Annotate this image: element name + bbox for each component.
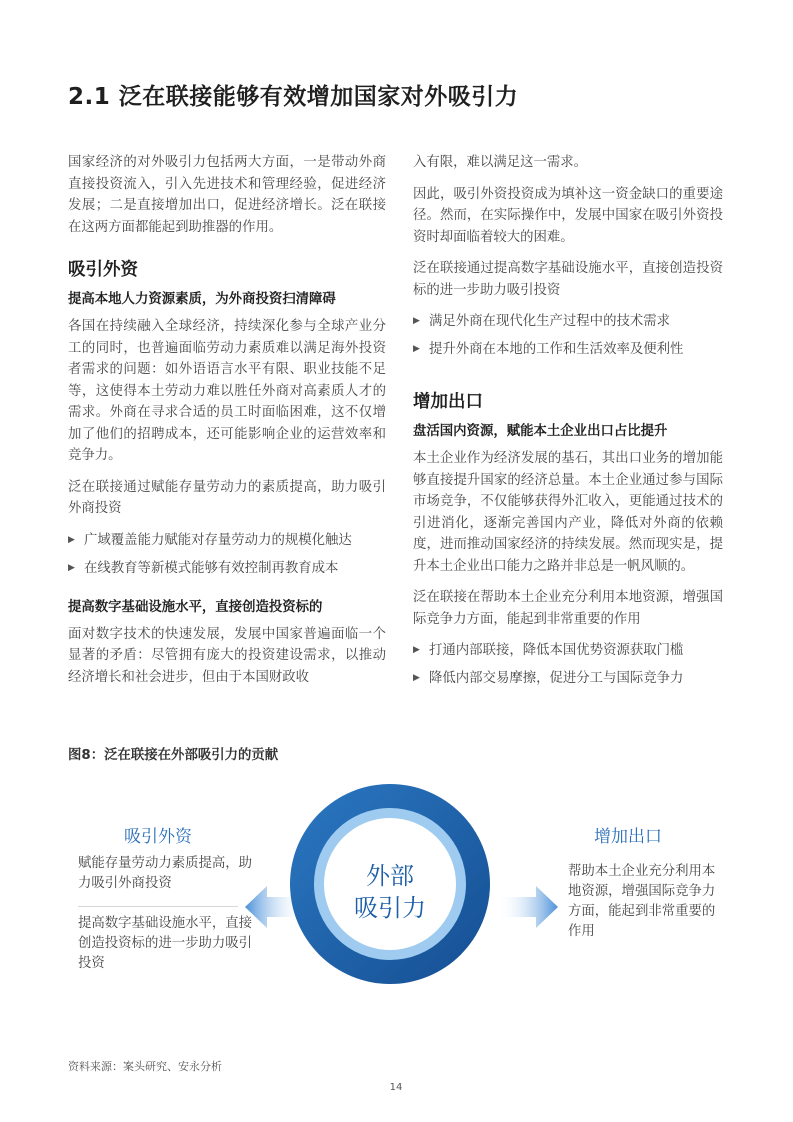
paragraph: 因此，吸引外资投资成为填补这一资金缺口的重要途径。然而，在实际操作中，发展中国家在吸引外资投资时却面临着较大的困难。 [413,186,723,245]
center-label-line1: 外部 [366,862,414,890]
figure-caption: 图8：泛在联接在外部吸引力的贡献 [68,748,279,763]
paragraph: 泛在联接通过提高数字基础设施水平，直接创造投资标的进一步助力吸引投资 [413,261,723,298]
bullet-text: 提升外商在本地的工作和生活效率及便利性 [429,342,684,357]
right-arrow-icon [498,882,558,932]
section-heading-attract-investment: 吸引外资 [68,260,138,280]
paragraph: 各国在持续融入全球经济，持续深化参与全球产业分工的同时，也普遍面临劳动力素质难以满足海外投资者需求的问题：如外语语言水平有限、职业技能不足等，这使得本土劳动力难以胜任外商对高素质人才的需求。外商在寻求合适的员工时面临困难，这不仅增加了他们的招聘成本，还可能影响企业的运营效率和竞争力。 [68,319,386,463]
subheading-digital-infrastructure: 提高数字基础设施水平，直接创造投资标的 [68,599,323,615]
bullet-item [413,311,723,332]
divider [78,906,238,907]
bullet-item [413,339,723,360]
right-text-1: 帮助本土企业充分利用本地资源，增强国际竞争力方面，能起到非常重要的作用 [568,864,716,939]
triangle-bullet-icon: ▶ [413,673,420,683]
bullet-item [68,558,386,579]
triangle-bullet-icon: ▶ [413,645,420,655]
left-column [68,152,386,698]
bullet-text: 满足外商在现代化生产过程中的技术需求 [429,314,671,329]
center-label-line2: 吸引力 [354,894,426,922]
left-text-1: 赋能存量劳动力素质提高，助力吸引外商投资 [78,856,253,891]
figure-diagram [0,770,793,1050]
paragraph: 入有限，难以满足这一需求。 [413,155,588,170]
subheading-domestic-resources: 盘活国内资源，赋能本土企业出口占比提升 [413,424,668,439]
triangle-bullet-icon: ▶ [68,534,75,545]
bullet-text: 在线教育等新模式能够有效控制再教育成本 [84,560,339,576]
source-note: 资料来源：案头研究、安永分析 [68,1060,222,1073]
page-number: 14 [389,1082,403,1093]
page-title: 2.1 泛在联接能够有效增加国家对外吸引力 [68,84,519,110]
subheading-human-resources: 提高本地人力资源素质，为外商投资扫清障碍 [68,292,336,307]
triangle-bullet-icon: ▶ [413,316,420,326]
left-heading: 吸引外资 [124,827,192,847]
bullet-item [413,640,723,661]
paragraph: 本土企业作为经济发展的基石，其出口业务的增加能够直接提升国家的经济总量。本土企业通过参与国际市场竞争，不仅能够获得外汇收入，更能通过技术的引进消化，逐渐完善国内产业，降低对外商的依赖度，进而推动国家经济的持续发展。然而现实是，提升本土企业出口能力之路并非总是一帆风顺的。 [413,451,723,574]
paragraph: 面对数字技术的快速发展，发展中国家普遍面临一个显著的矛盾：尽管拥有庞大的投资建设需求，以推动经济增长和社会进步，但由于本国财政收 [68,626,386,685]
bullet-text: 打通内部联接，降低本国优势资源获取门槛 [429,643,684,658]
section-heading-increase-exports: 增加出口 [413,392,483,412]
bullet-item [68,530,386,551]
center-label [290,860,490,924]
left-text-2: 提高数字基础设施水平，直接创造投资标的进一步助力吸引投资 [78,916,253,971]
intro-paragraph: 国家经济的对外吸引力包括两大方面，一是带动外商直接投资流入，引入先进技术和管理经验，促进经济发展；二是直接增加出口，促进经济增长。泛在联接在这两方面都能起到助推器的作用。 [68,155,386,235]
right-heading: 增加出口 [594,827,662,847]
right-column [413,152,723,696]
bullet-text: 广域覆盖能力赋能对存量劳动力的规模化触达 [84,532,352,548]
bullet-text: 降低内部交易摩擦，促进分工与国际竞争力 [429,671,684,686]
triangle-bullet-icon: ▶ [68,562,75,573]
triangle-bullet-icon: ▶ [413,344,420,354]
paragraph: 泛在联接在帮助本土企业充分利用本地资源，增强国际竞争力方面，能起到非常重要的作用 [413,590,723,627]
bullet-item [413,668,723,689]
paragraph: 泛在联接通过赋能存量劳动力的素质提高，助力吸引外商投资 [68,479,386,516]
